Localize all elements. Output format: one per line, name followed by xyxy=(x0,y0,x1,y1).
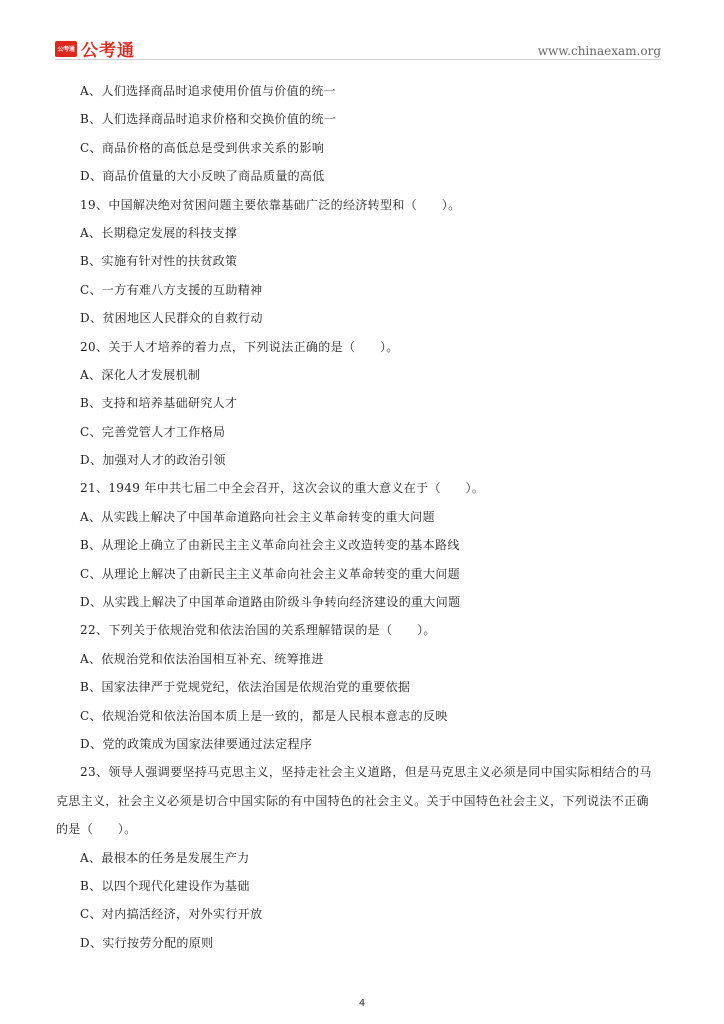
question-23 xyxy=(56,758,668,843)
logo-badge: 公考通 xyxy=(55,41,77,57)
option-20-b: B、支持和培养基础研究人才 xyxy=(80,396,238,411)
question-20: 20、关于人才培养的着力点，下列说法正确的是（ ）。 xyxy=(80,339,399,354)
option-18-a: A、人们选择商品时追求使用价值与价值的统一 xyxy=(80,84,337,98)
option-23-b: B、以四个现代化建设作为基础 xyxy=(80,878,250,893)
option-19-d: D、贫困地区人民群众的自救行动 xyxy=(80,311,263,326)
option-19-a: A、长期稳定发展的科技支撑 xyxy=(80,225,238,240)
site-url[interactable]: www.chinaexam.org xyxy=(537,44,661,58)
question-23-line-1: 23、领导人强调要坚持马克思主义，坚持走社会主义道路，但是马克思主义必须是同中国实际相结合的马 xyxy=(80,765,652,780)
question-19: 19、中国解决绝对贫困问题主要依靠基础广泛的经济转型和（ ）。 xyxy=(80,197,461,212)
option-22-d: D、党的政策成为国家法律要通过法定程序 xyxy=(80,736,313,751)
page-number: 4 xyxy=(358,998,366,1009)
brand-logo[interactable] xyxy=(55,36,135,61)
question-21: 21、1949 年中共七届二中全会召开，这次会议的重大意义在于（ ）。 xyxy=(80,481,485,496)
logo-text: 公考通 xyxy=(81,41,135,61)
option-23-a: A、最根本的任务是发展生产力 xyxy=(80,850,250,865)
option-23-d: D、实行按劳分配的原则 xyxy=(80,935,214,950)
option-18-c: C、商品价格的高低总是受到供求关系的影响 xyxy=(80,140,325,155)
document-body xyxy=(56,77,668,957)
option-22-a: A、依规治党和依法治国相互补充、统筹推进 xyxy=(80,651,324,666)
option-20-c: C、完善党管人才工作格局 xyxy=(80,424,226,439)
option-18-b: B、人们选择商品时追求价格和交换价值的统一 xyxy=(80,112,337,127)
option-18-d: D、商品价值量的大小反映了商品质量的高低 xyxy=(80,169,325,184)
page-header xyxy=(0,0,724,70)
question-23-line-3: 的是（ ）。 xyxy=(56,822,137,837)
header-divider xyxy=(55,59,661,60)
option-19-b: B、实施有针对性的扶贫政策 xyxy=(80,254,238,269)
option-20-d: D、加强对人才的政治引领 xyxy=(80,453,226,468)
question-23-line-2: 克思主义，社会主义必须是切合中国实际的有中国特色的社会主义。关于中国特色社会主义，下列说法不正确 xyxy=(56,793,649,808)
option-22-b: B、国家法律严于党规党纪，依法治国是依规治党的重要依据 xyxy=(80,680,411,695)
option-21-d: D、从实践上解决了中国革命道路由阶级斗争转向经济建设的重大问题 xyxy=(80,595,461,610)
option-20-a: A、深化人才发展机制 xyxy=(80,367,201,382)
option-23-c: C、对内搞活经济，对外实行开放 xyxy=(80,907,263,922)
option-21-b: B、从理论上确立了由新民主主义革命向社会主义改造转变的基本路线 xyxy=(80,538,460,553)
question-22: 22、下列关于依规治党和依法治国的关系理解错误的是（ ）。 xyxy=(80,623,436,638)
option-21-a: A、从实践上解决了中国革命道路向社会主义革命转变的重大问题 xyxy=(80,509,435,524)
option-22-c: C、依规治党和依法治国本质上是一致的，都是人民根本意志的反映 xyxy=(80,708,448,723)
option-19-c: C、一方有难八方支援的互助精神 xyxy=(80,282,263,297)
option-21-c: C、从理论上解决了由新民主主义革命向社会主义革命转变的重大问题 xyxy=(80,566,461,581)
